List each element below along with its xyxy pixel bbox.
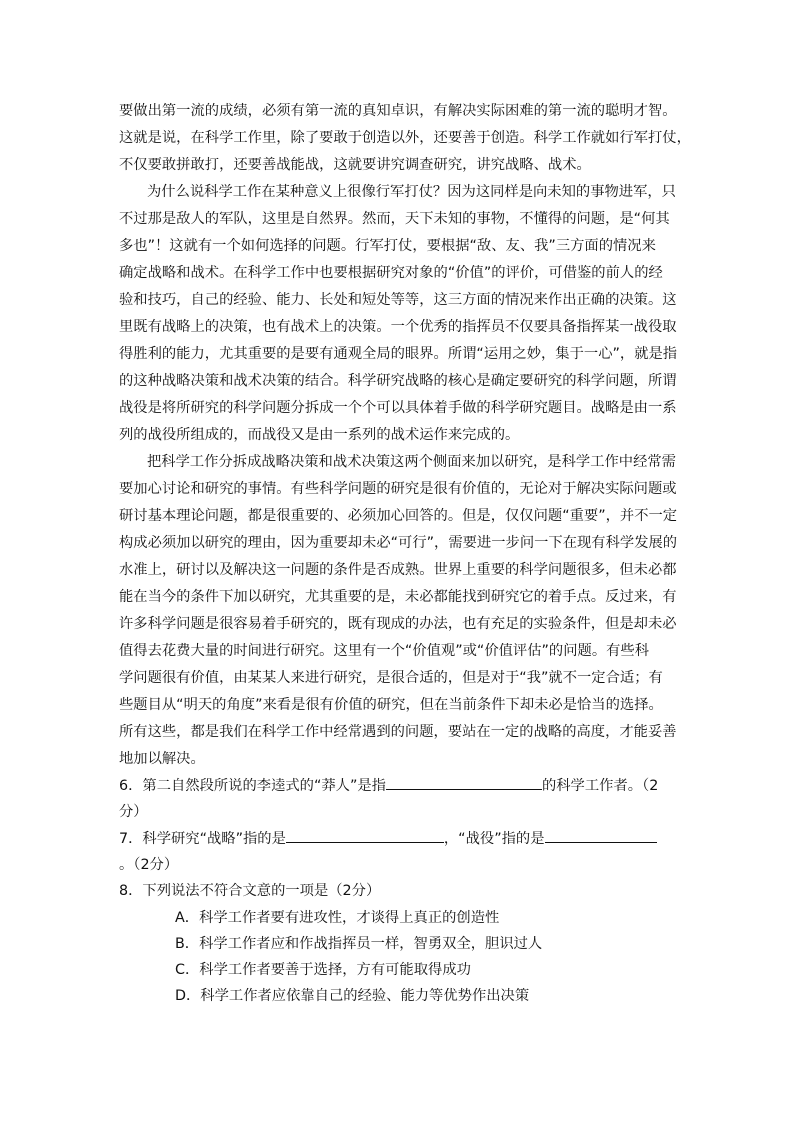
passage-line: 要加心讨论和研究的事情。有些科学问题的研究是很有价值的，无论对于解决实际问题或 [119, 481, 677, 497]
question-7-continuation: 。（2分） [119, 857, 179, 873]
passage-line: 不仅要敢拼敢打，还要善战能战，这就要讲究调查研究，讲究战略、战术。 [119, 157, 591, 173]
passage-line: 许多科学问题是很容易着手研究的，既有现成的办法，也有充足的实验条件，但是却未必 [119, 616, 677, 632]
passage-line: 里既有战略上的决策，也有战术上的决策。一个优秀的指挥员不仅要具备指挥某一战役取 [119, 319, 677, 335]
option-c[interactable]: C．科学工作者要善于选择，方有可能取得成功 [175, 962, 471, 978]
answer-blank-7-campaign[interactable] [545, 828, 657, 843]
passage-line: 得胜利的能力，尤其重要的是要有通观全局的眼界。所谓“运用之妙，集于一心”，就是指 [119, 346, 678, 362]
passage-line: 构成必须加以研究的理由，因为重要却未必“可行”，需要进一步问一下在现有科学发展的 [119, 535, 678, 551]
passage-line: 战役是将所研究的科学问题分拆成一个个可以具体着手做的科学研究题目。战略是由一系 [119, 400, 677, 416]
paragraph-start: 把科学工作分拆成战略决策和战术决策这两个侧面来加以研究，是科学工作中经常需 [147, 454, 676, 470]
paragraph-start: 为什么说科学工作在某种意义上很像行军打仗？因为这同样是向未知的事物进军，只 [147, 184, 676, 200]
option-b[interactable]: B．科学工作者应和作战指挥员一样，智勇双全，胆识过人 [175, 936, 543, 952]
question-7-mid: ，“战役”指的是 [443, 831, 545, 847]
passage-line: 水准上，研讨以及解决这一问题的条件是否成熟。世界上重要的科学问题很多，但未必都 [119, 562, 677, 578]
passage-line: 这就是说，在科学工作里，除了要敢于创造以外，还要善于创造。科学工作就如行军打仗， [119, 130, 691, 146]
question-6-suffix: 的科学工作者。（2 [541, 778, 659, 794]
passage-line: 值得去花费大量的时间进行研究。这里有一个“价值观”或“价值评估”的问题。有些科 [119, 643, 650, 659]
option-d[interactable]: D．科学工作者应依靠自己的经验、能力等优势作出决策 [175, 988, 530, 1004]
question-6-continuation: 分） [119, 804, 148, 820]
passage-line: 地加以解决。 [119, 751, 205, 767]
question-6 [119, 775, 658, 796]
passage-line: 不过那是敌人的军队，这里是自然界。然而，天下未知的事物，不懂得的问题，是“何其 [119, 211, 670, 227]
option-a[interactable]: A．科学工作者要有进攻性，才谈得上真正的创造性 [175, 910, 500, 926]
answer-blank-6[interactable] [386, 775, 542, 790]
passage-line: 所有这些，都是我们在科学工作中经常遇到的问题，要站在一定的战略的高度，才能妥善 [119, 724, 677, 740]
passage-line: 列的战役所组成的，而战役又是由一系列的战术运作来完成的。 [119, 427, 520, 443]
question-6-prefix: 6．第二自然段所说的李逵式的“莽人”是指 [119, 778, 386, 794]
passage-line: 要做出第一流的成绩，必须有第一流的真知卓识，有解决实际困难的第一流的聪明才智。 [119, 103, 677, 119]
passage-line: 多也”！这就有一个如何选择的问题。行军打仗，要根据“敌、友、我”三方面的情况来 [119, 238, 656, 254]
passage-line: 验和技巧，自己的经验、能力、长处和短处等等，这三方面的情况来作出正确的决策。这 [119, 292, 677, 308]
passage-line: 研讨基本理论问题，都是很重要的、必须加心回答的。但是，仅仅问题“重要”，并不一定 [119, 508, 678, 524]
passage-line: 些题目从“明天的角度”来看是很有价值的研究，但在当前条件下却未必是恰当的选择。 [119, 697, 663, 713]
passage-line: 的这种战略决策和战术决策的结合。科学研究战略的核心是确定要研究的科学问题，所谓 [119, 373, 677, 389]
passage-line: 学问题很有价值，由某某人来进行研究，是很合适的，但是对于“我”就不一定合适；有 [119, 670, 663, 686]
answer-blank-7-strategy[interactable] [286, 828, 444, 843]
passage-line: 能在当今的条件下加以研究，尤其重要的是，未必都能找到研究它的着手点。反过来，有 [119, 589, 677, 605]
question-8-stem: 8．下列说法不符合文意的一项是（2分） [119, 883, 381, 899]
question-7 [119, 828, 657, 849]
question-7-prefix: 7．科学研究“战略”指的是 [119, 831, 286, 847]
passage-line: 确定战略和战术。在科学工作中也要根据研究对象的“价值”的评价，可借鉴的前人的经 [119, 265, 663, 281]
